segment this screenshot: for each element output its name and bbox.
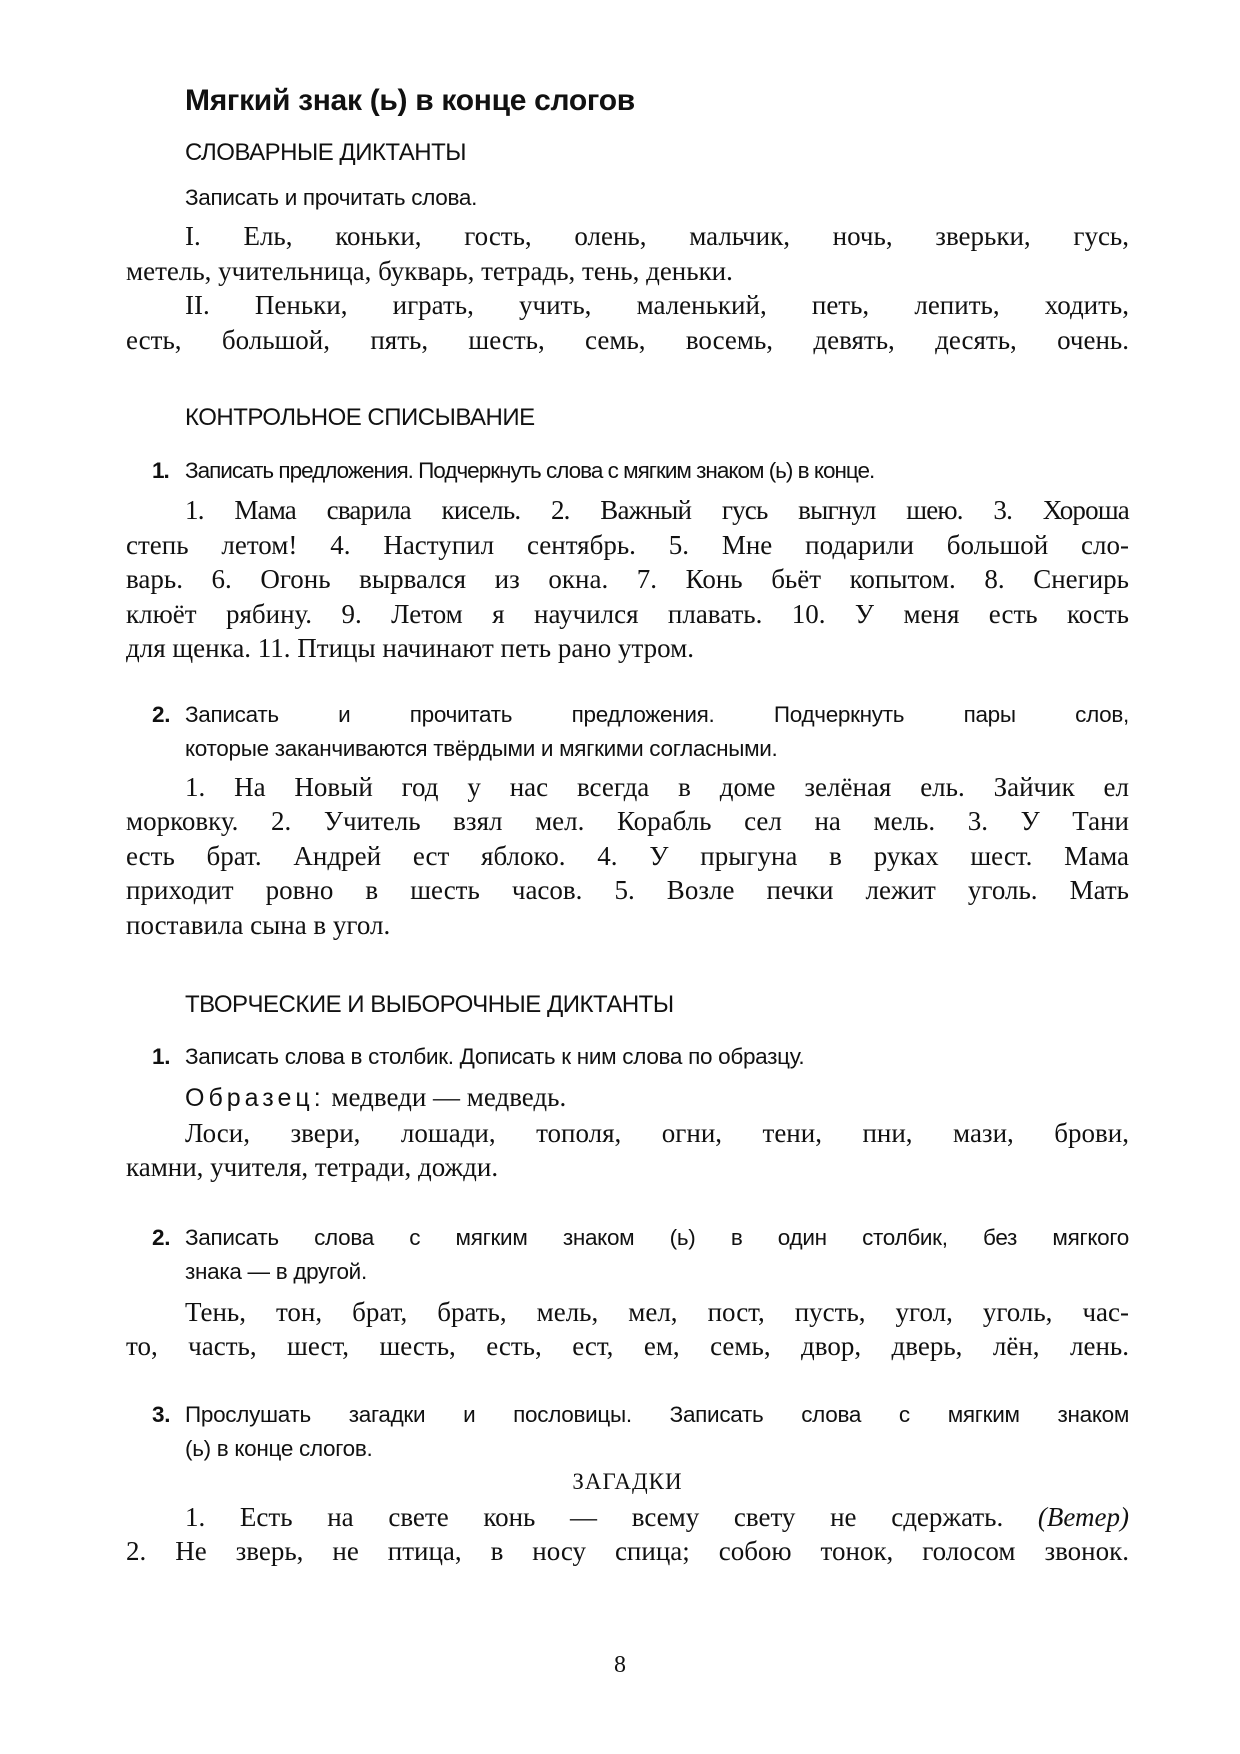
- section-heading-creative: ТВОРЧЕСКИЕ И ВЫБОРОЧНЫЕ ДИКТАНТЫ: [185, 991, 674, 1018]
- text-line: I. Ель, коньки, гость, олень, мальчик, ночь, зверьки, гусь,: [185, 221, 1129, 251]
- text-line: камни, учителя, тетради, дожди.: [126, 1152, 499, 1182]
- instruction: Записать и прочитать слова.: [185, 185, 478, 210]
- text-line: есть, большой, пять, шесть, семь, восемь, девять, десять, очень.: [126, 324, 1129, 355]
- riddle-answer: (Ветер): [1037, 1501, 1129, 1532]
- task-instruction: [126, 454, 1129, 488]
- document-page: [126, 78, 1129, 1569]
- text-line: II. Пеньки, играть, учить, маленький, петь, лепить, ходить,: [185, 290, 1129, 320]
- text-line: есть брат. Андрей ест яблоко. 4. У прыгуна в руках шест. Мама: [126, 840, 1129, 871]
- section-heading-dictation: СЛОВАРНЫЕ ДИКТАНТЫ: [185, 139, 467, 166]
- word-list-1: [126, 219, 1129, 357]
- riddle: 1. Есть на свете конь — всему свету не сдержать.: [185, 1501, 1004, 1532]
- sample-text: медведи — медведь.: [331, 1082, 567, 1112]
- text-line: приходит ровно в шесть часов. 5. Возле печки лежит уголь. Мать: [126, 875, 1129, 905]
- text-line: для щенка. 11. Птицы начинают петь рано утром.: [126, 633, 694, 663]
- text-line: Лоси, звери, лошади, тополя, огни, тени, пни, мази, брови,: [185, 1117, 1129, 1148]
- riddle: 2. Не зверь, не птица, в носу спица; собою тонок, голосом звонок.: [126, 1536, 1129, 1566]
- task-number: 2.: [152, 701, 171, 727]
- riddles-text: [126, 1500, 1129, 1569]
- task-number: 3.: [152, 1401, 171, 1427]
- section-heading-copying: КОНТРОЛЬНОЕ СПИСЫВАНИЕ: [185, 404, 535, 431]
- task-instruction: [126, 1398, 1129, 1466]
- task-instruction: [126, 1040, 1129, 1074]
- text-line: варь. 6. Огонь вырвался из окна. 7. Конь бьёт копытом. 8. Снегирь: [126, 564, 1129, 594]
- instruction-line: которые заканчиваются твёрдыми и мягкими согласными.: [185, 735, 778, 761]
- text-line: то, часть, шест, шесть, есть, ест, ем, семь, двор, дверь, лён, лень.: [126, 1331, 1129, 1361]
- sample-label: Образец:: [185, 1084, 325, 1112]
- task-number: 2.: [152, 1224, 171, 1250]
- text-line: поставила сына в угол.: [126, 909, 391, 940]
- task-text: [126, 1080, 1129, 1185]
- instruction-line: Записать и прочитать предложения. Подчеркнуть пары слов,: [185, 701, 1129, 727]
- task-text: [126, 493, 1129, 666]
- riddles-heading: ЗАГАДКИ: [572, 1468, 683, 1494]
- instruction-line: знака — в другой.: [185, 1258, 367, 1284]
- instruction-line: Прослушать загадки и пословицы. Записать слова с мягким знаком: [185, 1401, 1129, 1427]
- text-line: метель, учительница, букварь, тетрадь, тень, деньки.: [126, 255, 733, 286]
- task-instruction: [126, 698, 1129, 766]
- instruction-line: Записать слова с мягким знаком (ь) в один столбик, без мягкого: [185, 1224, 1129, 1250]
- text-line: 1. На Новый год у нас всегда в доме зелёная ель. Зайчик ел: [185, 771, 1129, 802]
- text-line: степь летом! 4. Наступил сентябрь. 5. Мне подарили большой сло-: [126, 529, 1129, 560]
- instruction-line: Записать предложения. Подчеркнуть слова с мягким знаком (ь) в конце.: [185, 458, 875, 483]
- task-number: 1.: [152, 458, 169, 483]
- page-number: 8: [614, 1652, 626, 1678]
- task-text: [126, 770, 1129, 943]
- page-title: Мягкий знак (ь) в конце слогов: [185, 84, 635, 117]
- task-number: 1.: [152, 1044, 171, 1069]
- instruction-line: (ь) в конце слогов.: [185, 1435, 373, 1461]
- text-line: морковку. 2. Учитель взял мел. Корабль сел на мель. 3. У Тани: [126, 806, 1129, 836]
- task-instruction: [126, 1221, 1129, 1289]
- text-line: 1. Мама сварила кисель. 2. Важный гусь выгнул шею. 3. Хороша: [185, 495, 1129, 525]
- text-line: Тень, тон, брат, брать, мель, мел, пост, пусть, угол, уголь, час-: [185, 1296, 1129, 1327]
- task-text: [126, 1295, 1129, 1364]
- instruction-line: Записать слова в столбик. Дописать к ним слова по образцу.: [185, 1044, 805, 1069]
- text-line: клюёт рябину. 9. Летом я научился плавать. 10. У меня есть кость: [126, 598, 1129, 629]
